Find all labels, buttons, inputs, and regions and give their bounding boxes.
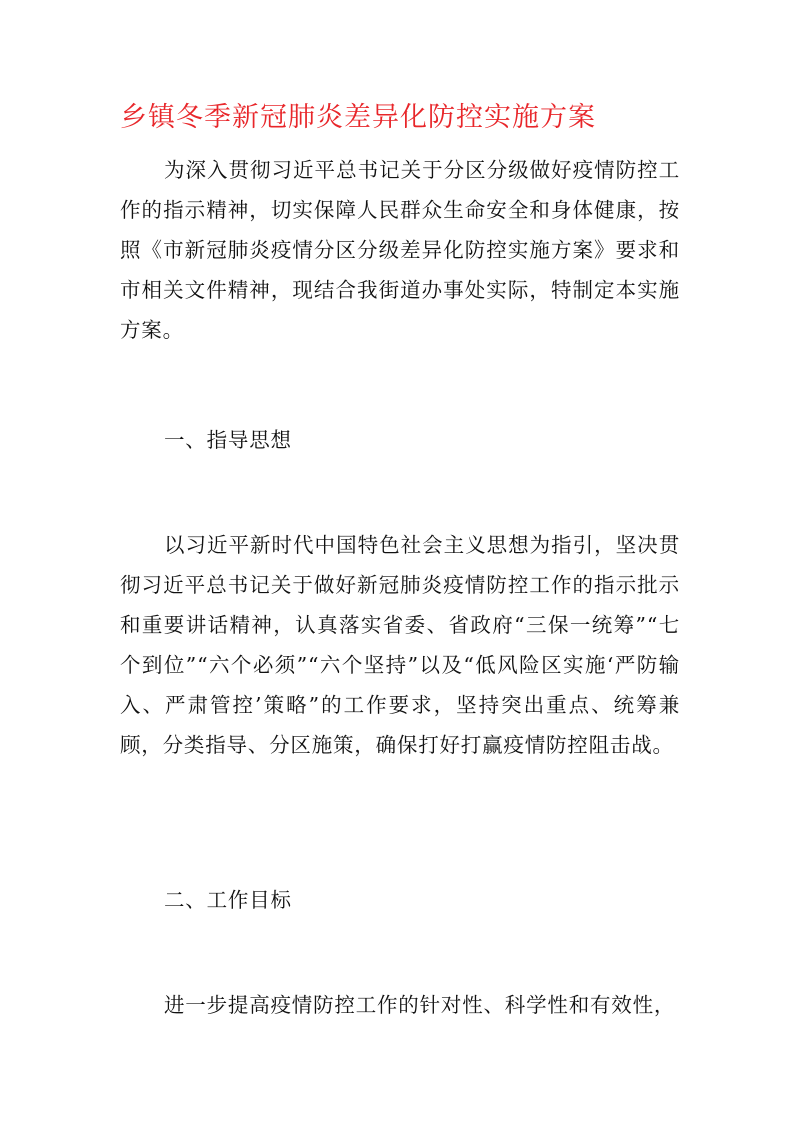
section-heading-guiding-ideology: 一、指导思想: [164, 428, 292, 452]
document-title: 乡镇冬季新冠肺炎差异化防控实施方案: [120, 102, 596, 133]
work-goals-paragraph: 进一步提高疫情防控工作的针对性、科学性和有效性，: [164, 993, 676, 1017]
intro-paragraph: 为深入贯彻习近平总书记关于分区分级做好疫情防控工作的指示精神，切实保障人民群众生命安全和身体健康，按照《市新冠肺炎疫情分区分级差异化防控实施方案》要求和市相关文件精神，现结合我街道办事处实际，特制定本实施方案。: [120, 158, 680, 342]
section-heading-work-goals: 二、工作目标: [164, 888, 292, 912]
guiding-ideology-paragraph: 以习近平新时代中国特色社会主义思想为指引，坚决贯彻习近平总书记关于做好新冠肺炎疫情防控工作的指示批示和重要讲话精神，认真落实省委、省政府“三保一统筹”“七个到位”“六个必须”“六个坚持”以及“低风险区实施‘严防输入、严肃管控’策略”的工作要求，坚持突出重点、统筹兼顾，分类指导、分区施策，确保打好打赢疫情防控阻击战。: [120, 533, 680, 757]
